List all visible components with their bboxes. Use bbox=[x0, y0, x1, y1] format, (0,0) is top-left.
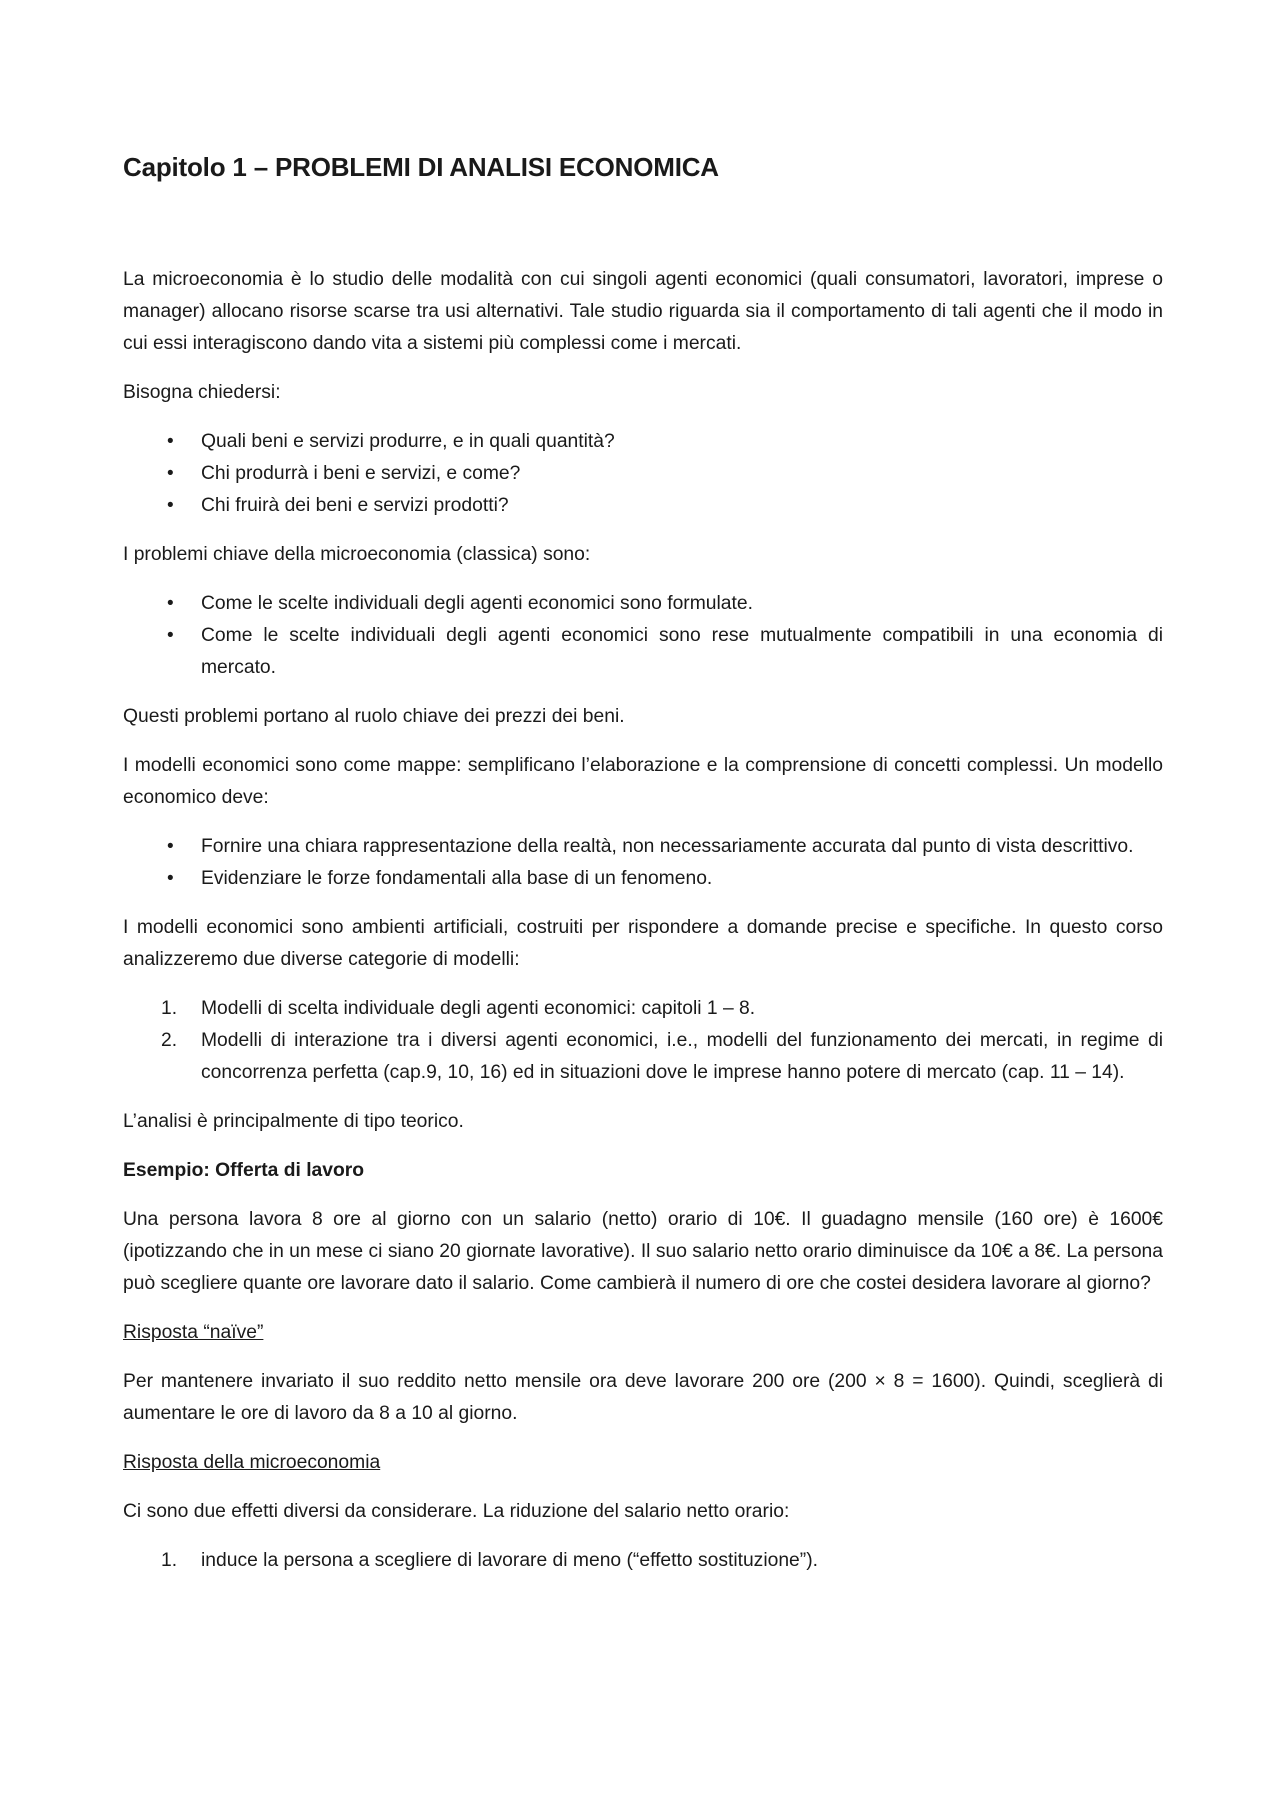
paragraph-effects: Ci sono due effetti diversi da considerare. La riduzione del salario netto orario: bbox=[123, 1501, 790, 1522]
list-item: 1. Modelli di scelta individuale degli agenti economici: capitoli 1 – 8. bbox=[123, 993, 1163, 1025]
list-item: • Come le scelte individuali degli agenti economici sono rese mutualmente compatibili in una economia di mercato. bbox=[123, 620, 1163, 684]
bullet-icon: • bbox=[167, 593, 174, 614]
list-item: • Chi fruirà dei beni e servizi prodotti? bbox=[123, 490, 1163, 522]
paragraph-questions-intro: Bisogna chiedersi: bbox=[123, 382, 281, 403]
naive-heading: Risposta “naïve” bbox=[123, 1322, 264, 1343]
list-item: • Chi produrrà i beni e servizi, e come? bbox=[123, 458, 1163, 490]
list-number: 1. bbox=[161, 998, 178, 1019]
example-heading: Esempio: Offerta di lavoro bbox=[123, 1160, 365, 1181]
paragraph-models: I modelli economici sono come mappe: semplificano l’elaborazione e la comprensione di concetti complessi. Un modello economico deve: bbox=[123, 755, 1163, 808]
list-item: • Fornire una chiara rappresentazione della realtà, non necessariamente accurata dal punto di vista descrittivo. bbox=[123, 831, 1163, 863]
paragraph-example: Una persona lavora 8 ore al giorno con un salario (netto) orario di 10€. Il guadagno mensile (160 ore) è 1600€ (ipotizzando che in un mese ci siano 20 giornate lavorative). Il suo salario netto orario diminuisce da 10€ a 8€. La persona può scegliere quante ore lavorare dato il salario. Come cambierà il numero di ore che costei desidera lavorare al giorno? bbox=[123, 1209, 1163, 1294]
list-item: • Come le scelte individuali degli agenti economici sono formulate. bbox=[123, 588, 1163, 620]
key-problems-list bbox=[123, 588, 1163, 684]
paragraph-naive: Per mantenere invariato il suo reddito netto mensile ora deve lavorare 200 ore (200 × 8 = 1600). Quindi, sceglierà di aumentare le ore di lavoro da 8 a 10 al giorno. bbox=[123, 1371, 1163, 1424]
paragraph-prices: Questi problemi portano al ruolo chiave dei prezzi dei beni. bbox=[123, 706, 625, 727]
bullet-icon: • bbox=[167, 868, 174, 889]
page-title: Capitolo 1 – PROBLEMI DI ANALISI ECONOMICA bbox=[123, 152, 719, 182]
effects-list bbox=[123, 1545, 1163, 1577]
document-body bbox=[123, 264, 1163, 1594]
list-number: 1. bbox=[161, 1550, 178, 1571]
model-requirements-list bbox=[123, 831, 1163, 895]
paragraph-key-problems: I problemi chiave della microeconomia (classica) sono: bbox=[123, 544, 591, 565]
bullet-icon: • bbox=[167, 431, 174, 452]
model-categories-list bbox=[123, 993, 1163, 1089]
paragraph-intro: La microeconomia è lo studio delle modalità con cui singoli agenti economici (quali consumatori, lavoratori, imprese o manager) allocano risorse scarse tra usi alternativi. Tale studio riguarda sia il comportamento di tali agenti che il modo in cui essi interagiscono dando vita a sistemi più complessi come i mercati. bbox=[123, 269, 1163, 354]
list-item: 2. Modelli di interazione tra i diversi agenti economici, i.e., modelli del funzionamento dei mercati, in regime di concorrenza perfetta (cap.9, 10, 16) ed in situazioni dove le imprese hanno potere di mercato (cap. 11 – 14). bbox=[123, 1025, 1163, 1089]
paragraph-model-categories: I modelli economici sono ambienti artificiali, costruiti per rispondere a domande precise e specifiche. In questo corso analizzeremo due diverse categorie di modelli: bbox=[123, 917, 1163, 970]
list-item: 1. induce la persona a scegliere di lavorare di meno (“effetto sostituzione”). bbox=[123, 1545, 1163, 1577]
bullet-icon: • bbox=[167, 625, 174, 646]
list-number: 2. bbox=[161, 1030, 178, 1051]
bullet-icon: • bbox=[167, 463, 174, 484]
bullet-icon: • bbox=[167, 495, 174, 516]
micro-heading: Risposta della microeconomia bbox=[123, 1452, 381, 1473]
bullet-icon: • bbox=[167, 836, 174, 857]
list-item: • Evidenziare le forze fondamentali alla base di un fenomeno. bbox=[123, 863, 1163, 895]
paragraph-analysis: L’analisi è principalmente di tipo teorico. bbox=[123, 1111, 464, 1132]
list-item: • Quali beni e servizi produrre, e in quali quantità? bbox=[123, 426, 1163, 458]
questions-list bbox=[123, 426, 1163, 522]
